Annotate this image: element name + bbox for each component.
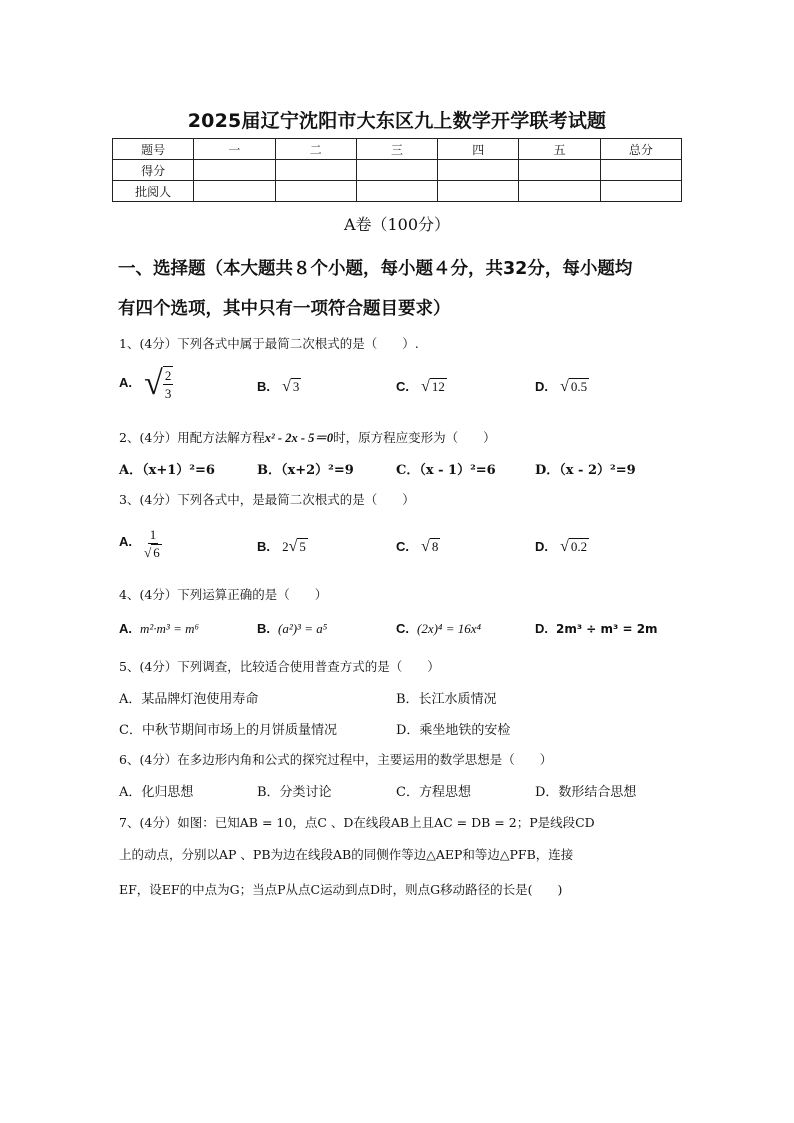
q6-option-d[interactable]: D．数形结合思想	[535, 785, 637, 800]
q4-option-b[interactable]	[257, 621, 327, 637]
question-5-stem: 5、(4分）下列调查，比较适合使用普查方式的是（ ）	[119, 659, 440, 674]
radicand: 12	[431, 379, 445, 394]
grader-row	[113, 181, 682, 202]
q2-stem-prefix: 2、(4分）用配方法解方程	[119, 430, 265, 445]
fraction-numerator: 1	[149, 527, 157, 542]
part1-heading-line1: 一、选择题（本大题共８个小题，每小题４分，共32分，每小题均	[118, 259, 633, 279]
grader-cell[interactable]	[438, 181, 519, 202]
option-label: B.	[257, 379, 270, 394]
score-cell[interactable]	[194, 160, 275, 181]
q2-option-a[interactable]: A．（x+1）²=6	[119, 463, 215, 478]
option-label: B.	[257, 539, 270, 554]
q2-stem-suffix: 时，原方程应变形为（ ）	[333, 430, 496, 445]
q1-option-c[interactable]	[396, 378, 447, 396]
score-cell[interactable]	[600, 160, 681, 181]
header-cell: 二	[275, 139, 356, 160]
q3-option-a[interactable]	[119, 526, 162, 561]
q2-option-c[interactable]: C．（x - 1）²=6	[396, 463, 496, 478]
q4-option-a[interactable]	[119, 621, 199, 637]
option-label: B.	[257, 621, 270, 636]
q5-option-c[interactable]: C．中秋节期间市场上的月饼质量情况	[119, 723, 337, 738]
header-cell: 总分	[600, 139, 681, 160]
q1-option-a[interactable]	[119, 366, 173, 402]
score-cell[interactable]	[438, 160, 519, 181]
q4-option-d[interactable]	[535, 621, 658, 637]
section-a-heading: A卷（100分）	[343, 215, 451, 234]
q3-option-c[interactable]	[396, 538, 440, 556]
radicand: 5	[299, 539, 306, 554]
score-table	[112, 138, 682, 202]
option-label: C.	[396, 379, 409, 394]
score-row	[113, 160, 682, 181]
option-label: D.	[535, 621, 548, 636]
radicand: 0.5	[570, 379, 588, 394]
header-cell: 三	[356, 139, 437, 160]
q5-option-d[interactable]: D．乘坐地铁的安检	[396, 723, 511, 738]
q2-option-d[interactable]: D．（x - 2）²=9	[535, 463, 636, 478]
header-cell: 四	[438, 139, 519, 160]
radicand: 8	[431, 539, 439, 554]
exam-title: 2025届辽宁沈阳市大东区九上数学开学联考试题	[187, 110, 607, 132]
q2-equation: x² - 2x - 5＝0	[264, 431, 334, 445]
option-label: C.	[396, 621, 409, 636]
q2-option-b[interactable]: B．（x+2）²=9	[257, 463, 354, 478]
grader-cell[interactable]	[356, 181, 437, 202]
grader-cell[interactable]	[519, 181, 600, 202]
score-table-header-row	[113, 139, 682, 160]
question-7-line2: 上的动点，分别以AP 、PB为边在线段AB的同侧作等边△AEP和等边△PFB，连接	[119, 847, 574, 862]
q1-option-b[interactable]	[257, 378, 301, 396]
radicand: 0.2	[570, 539, 588, 554]
question-7-line3: EF，设EF的中点为G；当点P从点C运动到点D时，则点G移动路径的长是( )	[119, 882, 563, 897]
option-label: A.	[119, 374, 132, 390]
radicand: 3	[292, 379, 300, 394]
part1-heading-line2: 有四个选项，其中只有一项符合题目要求）	[118, 299, 451, 319]
q3-d-expression: √ 0.2	[560, 538, 588, 555]
fraction-numerator: 2	[164, 368, 172, 383]
option-label: D.	[535, 539, 548, 554]
header-cell: 五	[519, 139, 600, 160]
radicand: 6	[153, 545, 160, 560]
header-cell: 一	[194, 139, 275, 160]
q4-c-expression: (2x)⁴ = 16x⁴	[417, 621, 482, 636]
q3-option-b[interactable]	[257, 538, 308, 556]
score-cell[interactable]	[275, 160, 356, 181]
question-2-stem	[119, 428, 496, 446]
header-cell: 题号	[113, 139, 194, 160]
q1-c-expression: √ 12	[421, 378, 445, 395]
q6-option-c[interactable]: C．方程思想	[396, 785, 471, 800]
q1-a-expression: √ $\frac{2}{3}$	[144, 365, 172, 402]
option-label: D.	[535, 379, 548, 394]
q4-b-expression: (a²)³ = a⁵	[278, 621, 328, 636]
fraction-denominator: 3	[164, 386, 172, 401]
question-3-stem: 3、(4分）下列各式中，是最简二次根式的是（ ）	[119, 492, 415, 507]
option-label: A.	[119, 534, 132, 550]
question-6-stem: 6、(4分）在多边形内角和公式的探究过程中，主要运用的数学思想是（ ）	[119, 752, 553, 767]
coefficient: 2	[282, 539, 289, 554]
q1-option-d[interactable]	[535, 378, 589, 396]
q6-option-a[interactable]: A．化归思想	[119, 785, 194, 800]
q5-option-b[interactable]: B．长江水质情况	[396, 692, 497, 707]
grader-cell[interactable]	[194, 181, 275, 202]
q3-option-d[interactable]	[535, 538, 589, 556]
q4-d-expression: 2m³ ÷ m³ = 2m	[556, 622, 658, 636]
q6-option-b[interactable]: B．分类讨论	[257, 785, 332, 800]
score-cell[interactable]	[519, 160, 600, 181]
option-label: C.	[396, 539, 409, 554]
row-label: 批阅人	[113, 181, 194, 202]
q3-a-expression: $\frac{1}{√ 6}$	[144, 527, 160, 560]
question-7-line1: 7、(4分）如图：已知AB = 10，点C 、D在线段AB上且AC = DB = 2；P是线段CD	[119, 815, 595, 830]
q3-c-expression: √ 8	[421, 538, 439, 555]
question-4-stem: 4、(4分）下列运算正确的是（ ）	[119, 587, 328, 602]
q4-a-expression: m²·m³ = m⁶	[140, 621, 200, 636]
q1-b-expression: √ 3	[282, 378, 300, 395]
grader-cell[interactable]	[275, 181, 356, 202]
option-label: A.	[119, 621, 132, 636]
question-1-stem: 1、(4分）下列各式中属于最简二次根式的是（ ）.	[119, 336, 419, 351]
row-label: 得分	[113, 160, 194, 181]
score-cell[interactable]	[356, 160, 437, 181]
q4-option-c[interactable]	[396, 621, 481, 637]
q3-b-expression: 2√ 5	[282, 538, 306, 555]
q1-d-expression: √ 0.5	[560, 378, 588, 395]
grader-cell[interactable]	[600, 181, 681, 202]
q5-option-a[interactable]: A．某品牌灯泡使用寿命	[119, 692, 259, 707]
